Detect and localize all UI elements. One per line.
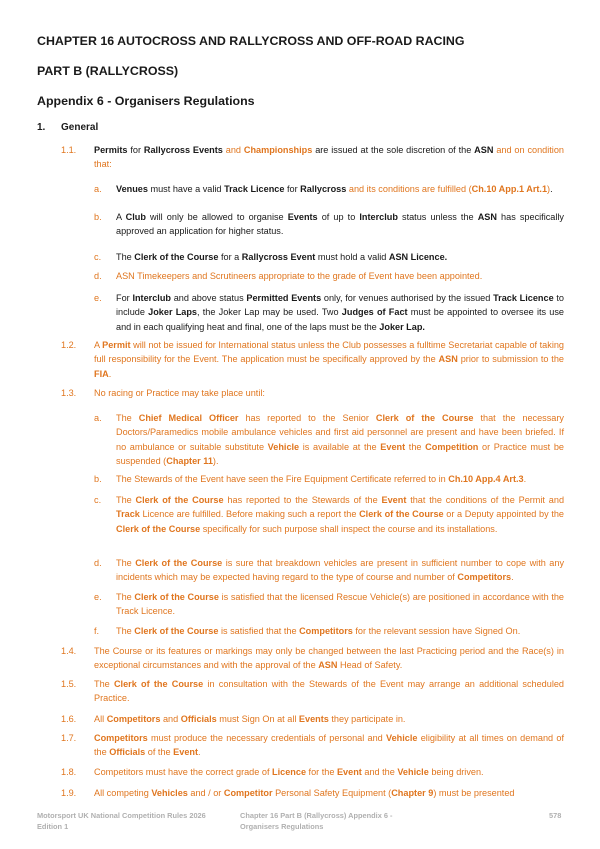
item-text: Venues must have a valid Track Licence for Rallycross and its conditions are fulfilled (Ch.10 App.1 Art.1). xyxy=(116,184,553,194)
item-number: d. xyxy=(94,558,102,568)
item-number: a. xyxy=(94,184,102,194)
item-text: The Course or its features or markings may only be changed between the last Practicing period and the Race(s) in exceptional circumstances and with the approval of the ASN Head of Safety. xyxy=(94,646,564,671)
item-number: e. xyxy=(94,592,102,602)
item-number: f. xyxy=(94,626,100,636)
item-number: 1.9. xyxy=(61,788,77,798)
item-text: ASN Timekeepers and Scrutineers appropriate to the grade of Event have been appointed. xyxy=(116,271,483,281)
item-text: A Club will only be allowed to organise Events of up to Interclub status unless the ASN has specifically approved an application for higher status. xyxy=(116,212,564,237)
item-number: b. xyxy=(94,212,102,222)
footer-publication xyxy=(37,811,206,832)
item-text: Permits for Rallycross Events and Championships are issued at the sole discretion of the ASN and on condition that: xyxy=(94,145,564,170)
item-number: 1.1. xyxy=(61,145,77,155)
item-text: No racing or Practice may take place until: xyxy=(94,388,265,398)
section-heading xyxy=(37,122,98,133)
item-number: 1.5. xyxy=(61,679,77,689)
footer-chapter xyxy=(240,811,393,832)
item-text: The Clerk of the Course for a Rallycross Event must hold a valid ASN Licence. xyxy=(116,252,448,262)
item-text: All competing Vehicles and / or Competitor Personal Safety Equipment (Chapter 9) must be presented xyxy=(94,788,515,798)
item-text: The Clerk of the Course is satisfied that the Competitors for the relevant session have Signed On. xyxy=(116,626,521,636)
section-title: General xyxy=(61,122,99,133)
item-number: 1.8. xyxy=(61,767,77,777)
item-text: The Clerk of the Course in consultation with the Stewards of the Event may arrange an additional scheduled Practice. xyxy=(94,679,564,704)
item-number: d. xyxy=(94,271,102,281)
appendix-title: Appendix 6 - Organisers Regulations xyxy=(37,94,255,108)
item-number: c. xyxy=(94,495,102,505)
footer-chapter-line1: Chapter 16 Part B (Rallycross) Appendix 6 - xyxy=(240,811,393,820)
page-number: 578 xyxy=(549,811,562,820)
item-text: A Permit will not be issued for International status unless the Club possesses a fulltime Secretariat capable of taking full responsibility for the Event. The application must be specifically approved by the ASN prior to submission to the FIA. xyxy=(94,340,564,379)
footer-edition: Edition 1 xyxy=(37,821,69,831)
item-text: The Chief Medical Officer has reported to the Senior Clerk of the Course that the necessary Doctors/Paramedics mobile ambulance vehicles and first aid personnel are present and have been briefed. If no ambulance or suitable substitute Vehicle is available at the Event the Competition or Practice must be suspended (Chapter 11). xyxy=(116,413,564,467)
footer-publication-title: Motorsport UK National Competition Rules 2026 xyxy=(37,811,206,820)
section-number: 1. xyxy=(37,122,46,133)
item-text: The Stewards of the Event have seen the Fire Equipment Certificate referred to in Ch.10 App.4 Art.3. xyxy=(116,474,527,484)
item-number: 1.6. xyxy=(61,714,77,724)
part-title: PART B (RALLYCROSS) xyxy=(37,64,179,78)
chapter-title: CHAPTER 16 AUTOCROSS AND RALLYCROSS AND OFF-ROAD RACING xyxy=(37,34,465,48)
footer-chapter-line2: Organisers Regulations xyxy=(240,821,324,831)
item-number: 1.2. xyxy=(61,340,77,350)
item-number: b. xyxy=(94,474,102,484)
item-text: The Clerk of the Course has reported to the Stewards of the Event that the conditions of the Permit and Track Licence are fulfilled. Before making such a report the Clerk of the Course or a Deputy appointed by the Clerk of the Course specifically for such purpose shall inspect the course and its installations. xyxy=(116,495,565,534)
item-text: Competitors must produce the necessary credentials of personal and Vehicle eligibility at all times on demand of the Officials of the Event. xyxy=(94,733,564,758)
item-number: a. xyxy=(94,413,102,423)
item-number: 1.7. xyxy=(61,733,77,743)
item-text: For Interclub and above status Permitted Events only, for venues authorised by the issued Track Licence to include Joker Laps, the Joker Lap may be used. Two Judges of Fact must be appointed to oversee its use and in each qualifying heat and final, one of the laps must be the Joker Lap. xyxy=(116,293,565,332)
item-text: All Competitors and Officials must Sign On at all Events they participate in. xyxy=(94,714,406,724)
item-number: 1.4. xyxy=(61,646,77,656)
item-text: The Clerk of the Course is sure that breakdown vehicles are present in sufficient number to cope with any incidents which may be expected having regard to the type of course and number of Competitors. xyxy=(116,558,565,583)
item-number: 1.3. xyxy=(61,388,77,398)
item-text: Competitors must have the correct grade of Licence for the Event and the Vehicle being driven. xyxy=(94,767,484,777)
item-number: e. xyxy=(94,293,102,303)
item-text: The Clerk of the Course is satisfied that the licensed Rescue Vehicle(s) are positioned in accordance with the Track Licence. xyxy=(116,592,565,617)
item-number: c. xyxy=(94,252,102,262)
